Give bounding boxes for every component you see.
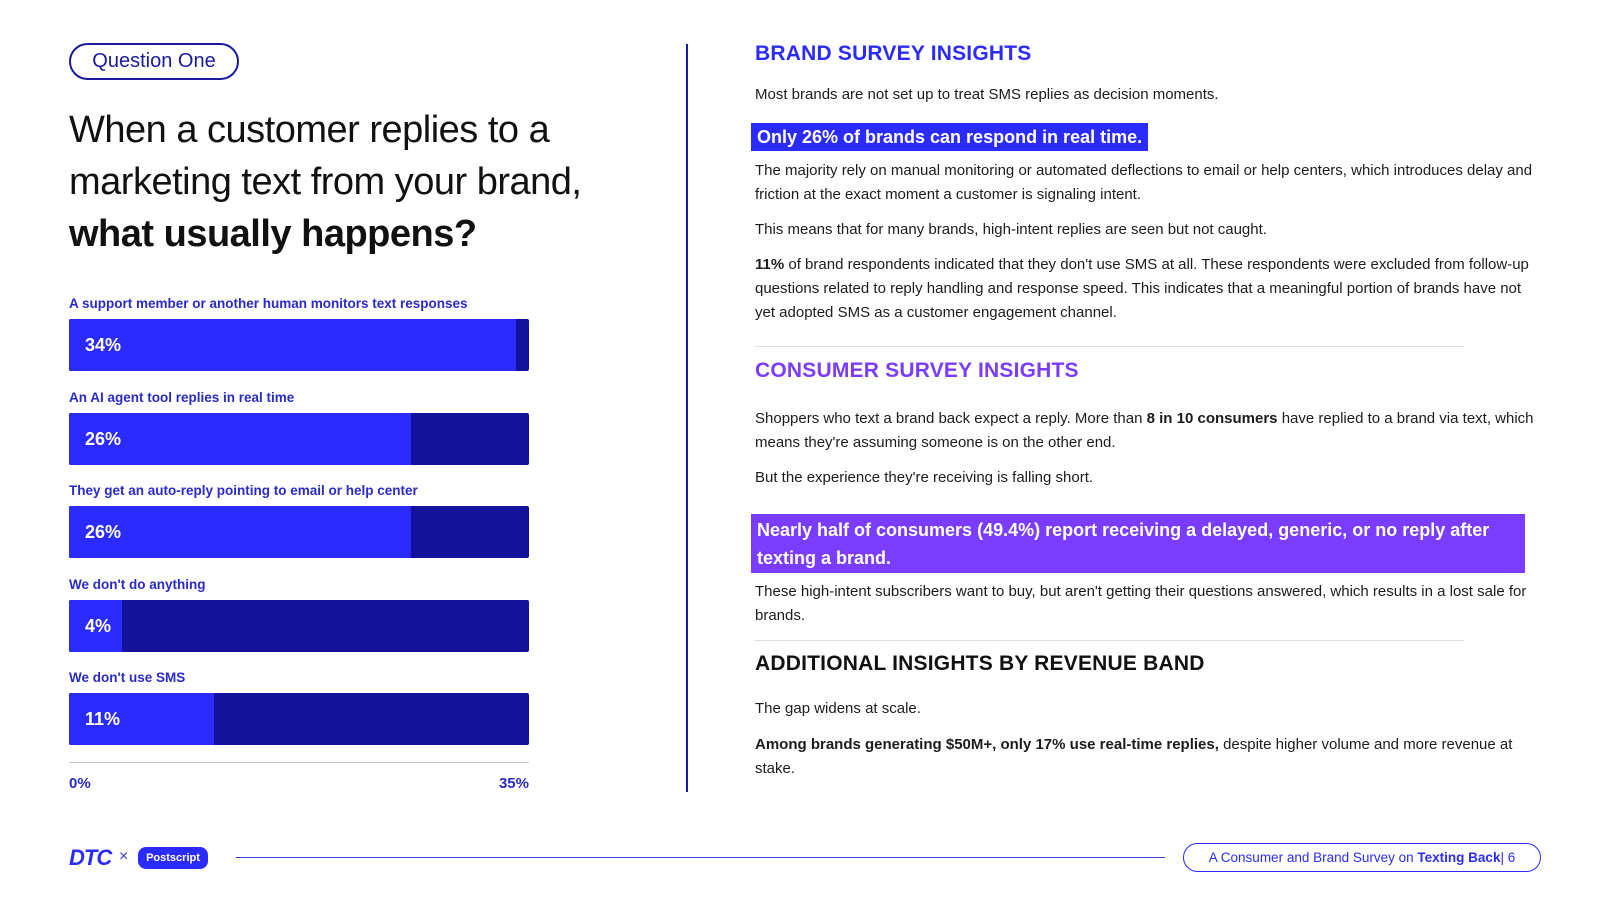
brand-paragraph-4-text: of brand respondents indicated that they don't use SMS at all. These respondents were excluded from follow-up questions related to reply handling and response speed. This indicates that a meaningful portion of brands have not yet adopted SMS as a customer engagement channel. bbox=[755, 256, 1529, 321]
bar-value-label: 26% bbox=[85, 428, 122, 449]
column-divider bbox=[686, 44, 688, 792]
brand-stat-bold: 11% bbox=[755, 256, 785, 273]
footer-title-pre: A Consumer and Brand Survey on bbox=[1208, 850, 1414, 865]
x-tick-label: 0% bbox=[69, 775, 91, 792]
bar-category-label: They get an auto-reply pointing to email or help center bbox=[69, 483, 418, 498]
consumer-insights-heading: CONSUMER SURVEY INSIGHTS bbox=[755, 359, 1079, 382]
question-pill-label: Question One bbox=[92, 50, 216, 72]
footer-title-bold: Texting Back bbox=[1417, 850, 1501, 865]
bar-value-label: 11% bbox=[85, 709, 121, 729]
section-separator bbox=[755, 346, 1464, 347]
bar-value-label: 4% bbox=[85, 615, 112, 636]
consumer-p1-post: have replied to a brand via text, which means they're assuming someone is on the other end. bbox=[755, 410, 1534, 451]
bar-track bbox=[69, 506, 529, 558]
consumer-paragraph-3: These high-intent subscribers want to buy, but aren't getting their questions answered, which results in a lost sale for brands. bbox=[755, 583, 1527, 624]
consumer-paragraph-1 bbox=[755, 407, 1545, 455]
bar-value-label: 26% bbox=[85, 522, 122, 542]
postscript-logo: Postscript bbox=[138, 847, 208, 869]
brand-insights-heading: BRAND SURVEY INSIGHTS bbox=[755, 42, 1032, 65]
question-pill bbox=[69, 43, 239, 80]
bar-track bbox=[69, 600, 529, 652]
question-heading bbox=[69, 104, 629, 260]
brand-paragraph-3: This means that for many brands, high-intent replies are seen but not caught. bbox=[755, 221, 1267, 238]
additional-p2-bold: Among brands generating $50M+, only 17% use real-time replies, bbox=[755, 736, 1219, 753]
bar-category-label: We don't do anything bbox=[69, 576, 206, 592]
dtc-logo: DTC bbox=[69, 845, 112, 870]
additional-paragraph-2 bbox=[755, 733, 1545, 781]
question-line-bold: what usually happens? bbox=[69, 213, 477, 255]
bar-category-label: An AI agent tool replies in real time bbox=[69, 389, 295, 405]
question-line-1: When a customer replies to a bbox=[69, 109, 550, 151]
bar-track bbox=[69, 319, 529, 371]
consumer-paragraph-2: But the experience they're receiving is falling short. bbox=[755, 469, 1094, 486]
question-line-2: marketing text from your brand, bbox=[69, 161, 582, 203]
additional-p2-rest: despite higher volume and more revenue at stake. bbox=[755, 736, 1513, 777]
response-bar-chart bbox=[69, 296, 529, 816]
brand-paragraph-2: The majority rely on manual monitoring or automated deflections to email or help centers, which introduces delay and friction at the exact moment a customer is signaling intent. bbox=[755, 162, 1533, 203]
x-axis-line bbox=[69, 762, 529, 763]
brand-paragraph-4 bbox=[755, 253, 1545, 325]
x-tick-label: 35% bbox=[498, 775, 529, 792]
consumer-highlight: Nearly half of consumers (49.4%) report receiving a delayed, generic, or no reply after texting a brand. bbox=[751, 514, 1525, 573]
partner-separator: × bbox=[119, 848, 129, 865]
footer-page-number: | 6 bbox=[1500, 850, 1516, 865]
footer-rule bbox=[236, 857, 1165, 858]
bar-value-label: 34% bbox=[85, 335, 122, 355]
bar-category-label: A support member or another human monitors text responses bbox=[69, 296, 468, 311]
bar-track bbox=[69, 693, 529, 745]
footer-report-title bbox=[1183, 843, 1541, 872]
bar-track bbox=[69, 413, 529, 465]
bar bbox=[69, 319, 516, 371]
additional-paragraph-1: The gap widens at scale. bbox=[755, 700, 921, 717]
brand-highlight: Only 26% of brands can respond in real time. bbox=[751, 123, 1148, 151]
consumer-p1-pre: Shoppers who text a brand back expect a reply. More than bbox=[755, 410, 1147, 427]
additional-insights-heading: ADDITIONAL INSIGHTS BY REVENUE BAND bbox=[755, 652, 1205, 675]
consumer-p1-bold: 8 in 10 consumers bbox=[1146, 410, 1278, 427]
brand-paragraph-1: Most brands are not set up to treat SMS replies as decision moments. bbox=[755, 86, 1219, 103]
bar-category-label: We don't use SMS bbox=[69, 670, 186, 685]
section-separator bbox=[755, 640, 1464, 641]
